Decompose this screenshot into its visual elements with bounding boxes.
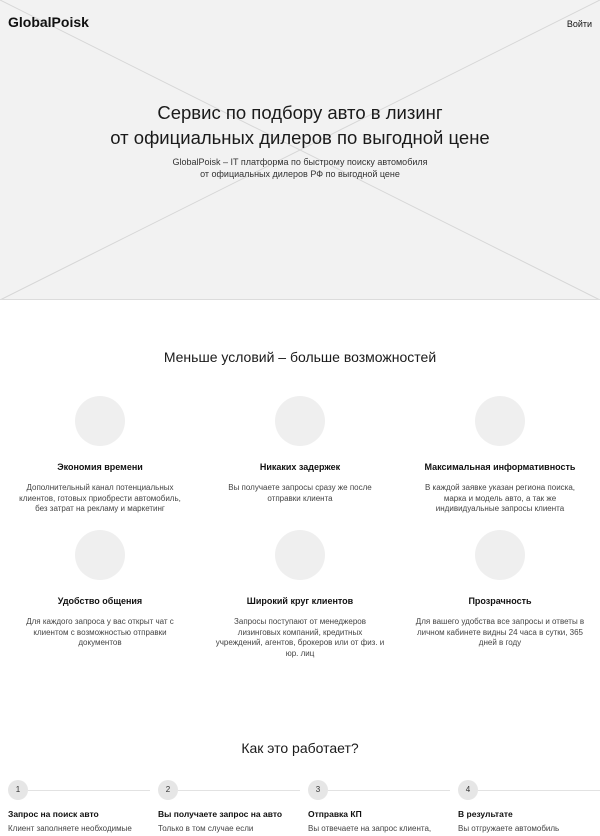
benefit-description: Запросы поступают от менеджеров лизинговых компаний, кредитных учреждений, агентов, брокеров или от физ. и юр. лиц — [215, 617, 385, 658]
hero-title — [0, 100, 600, 150]
benefit-item — [400, 530, 600, 649]
placeholder-image-cross — [0, 0, 600, 300]
step-item — [158, 780, 308, 834]
benefit-description: Для каждого запроса у вас открыт чат с клиентом с возможностью отправки документов — [26, 617, 174, 647]
hero-subtitle-line: от официальных дилеров РФ по выгодной цене — [200, 169, 400, 179]
benefit-title: Максимальная информативность — [424, 462, 576, 472]
benefits-title: Меньше условий – больше возможностей — [163, 349, 437, 365]
benefit-icon — [275, 396, 325, 446]
step-description: Только в том случае если — [158, 824, 254, 833]
benefit-title: Удобство общения — [57, 596, 143, 606]
login-link[interactable]: Войти — [566, 19, 592, 29]
step-title: Отправка КП — [308, 809, 362, 819]
step-item — [458, 780, 600, 834]
step-title: Запрос на поиск авто — [8, 809, 99, 819]
benefit-icon — [475, 530, 525, 580]
benefit-icon — [275, 530, 325, 580]
benefit-description: В каждой заявке указан региона поиска, марка и модель авто, а так же индивидуальные запросы клиента — [424, 483, 576, 513]
benefit-title: Широкий круг клиентов — [246, 596, 354, 606]
step-item — [308, 780, 458, 834]
benefit-icon — [75, 530, 125, 580]
hero-subtitle-line: GlobalPoisk – IT платформа по быстрому поиску автомобиля — [172, 157, 428, 167]
hero-section — [0, 0, 600, 300]
step-number: 4 — [458, 780, 478, 800]
step-item — [8, 780, 158, 834]
benefit-item — [200, 396, 400, 504]
benefit-icon — [75, 396, 125, 446]
benefit-title: Никаких задержек — [259, 462, 341, 472]
step-description: Вы отвечаете на запрос клиента, — [308, 824, 432, 833]
benefit-icon — [475, 396, 525, 446]
benefit-item — [0, 396, 200, 515]
step-description: Вы отгружаете автомобиль — [458, 824, 560, 833]
hero-subtitle — [0, 156, 600, 180]
step-number: 1 — [8, 780, 28, 800]
how-it-works-title: Как это работает? — [241, 740, 359, 756]
benefit-description: Для вашего удобства все запросы и ответы в личном кабинете видны 24 часа в сутки, 365 дней в году — [415, 617, 585, 647]
step-title: В результате — [458, 809, 513, 819]
benefit-title: Прозрачность — [468, 596, 532, 606]
step-description: Клиент заполняете необходимые — [8, 824, 132, 833]
hero-title-line: от официальных дилеров по выгодной цене — [110, 127, 490, 148]
benefit-description: Вы получаете запросы сразу же после отправки клиента — [228, 483, 372, 503]
step-number: 3 — [308, 780, 328, 800]
benefit-item — [400, 396, 600, 515]
step-number: 2 — [158, 780, 178, 800]
benefit-item — [200, 530, 400, 659]
logo[interactable]: GlobalPoisk — [8, 14, 89, 30]
benefit-description: Дополнительный канал потенциальных клиентов, готовых приобрести автомобиль, без затрат на рекламу и маркетинг — [19, 483, 181, 513]
hero-title-line: Сервис по подбору авто в лизинг — [157, 102, 443, 123]
benefit-item — [0, 530, 200, 649]
step-title: Вы получаете запрос на авто — [158, 809, 283, 819]
benefit-title: Экономия времени — [57, 462, 143, 472]
